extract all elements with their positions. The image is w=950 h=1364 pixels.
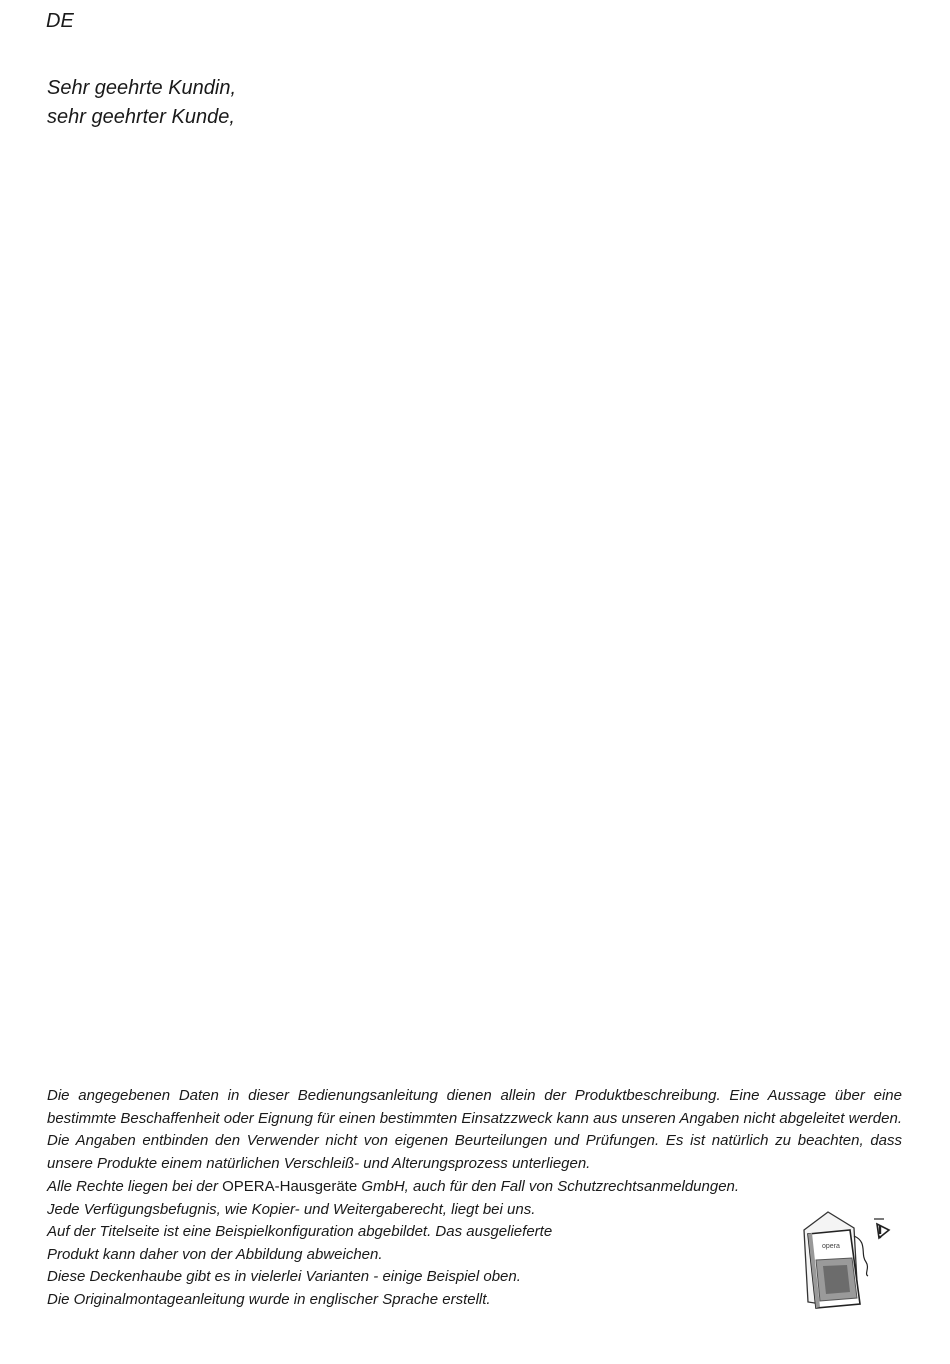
salutation xyxy=(47,74,236,132)
cover-note-line-1: Auf der Titelseite ist eine Beispielkonfiguration abgebildet. Das ausgelieferte xyxy=(47,1223,553,1241)
disposal-line: Jede Verfügungsbefugnis, wie Kopier- und Weitergaberecht, liegt bei uns. xyxy=(47,1200,536,1218)
disclaimer-paragraph: Die angegebenen Daten in dieser Bedienungsanleitung dienen allein der Produktbeschreibung. Eine Aussage über eine bestimmte Beschaffenheit oder Eignung für einen bestimmten Einsatzzweck kann aus unseren Angaben nicht abgeleitet werden. Die Angaben entbinden den Verwender nicht von eigenen Beurteilungen und Prüfungen. Es ist natürlich zu beachten, dass unsere Produkte einem natürlichen Verschleiß- und Alterungsprozess unterliegen. xyxy=(47,1087,902,1172)
salutation-line-2: sehr geehrter Kunde, xyxy=(47,106,235,128)
rights-prefix: Alle Rechte liegen bei der xyxy=(47,1178,223,1195)
cover-note-line-2: Produkt kann daher von der Abbildung abweichen. xyxy=(47,1245,383,1263)
original-language-note: Die Originalmontageanleitung wurde in englischer Sprache erstellt. xyxy=(47,1290,491,1308)
variants-note: Diese Deckenhaube gibt es in vielerlei Varianten - einige Beispiel oben. xyxy=(47,1268,521,1286)
booklet-label: opera xyxy=(822,1243,840,1250)
salutation-line-1: Sehr geehrte Kundin, xyxy=(47,77,237,99)
company-name: OPERA-Hausgeräte xyxy=(222,1178,358,1195)
disclaimer-block xyxy=(47,1085,902,1175)
manual-read-icon xyxy=(798,1208,898,1310)
rights-suffix: GmbH, auch für den Fall von Schutzrechtsanmeldungen. xyxy=(357,1178,740,1195)
rights-line xyxy=(47,1176,739,1199)
legal-notes xyxy=(47,1176,739,1312)
language-code: DE xyxy=(46,10,74,32)
